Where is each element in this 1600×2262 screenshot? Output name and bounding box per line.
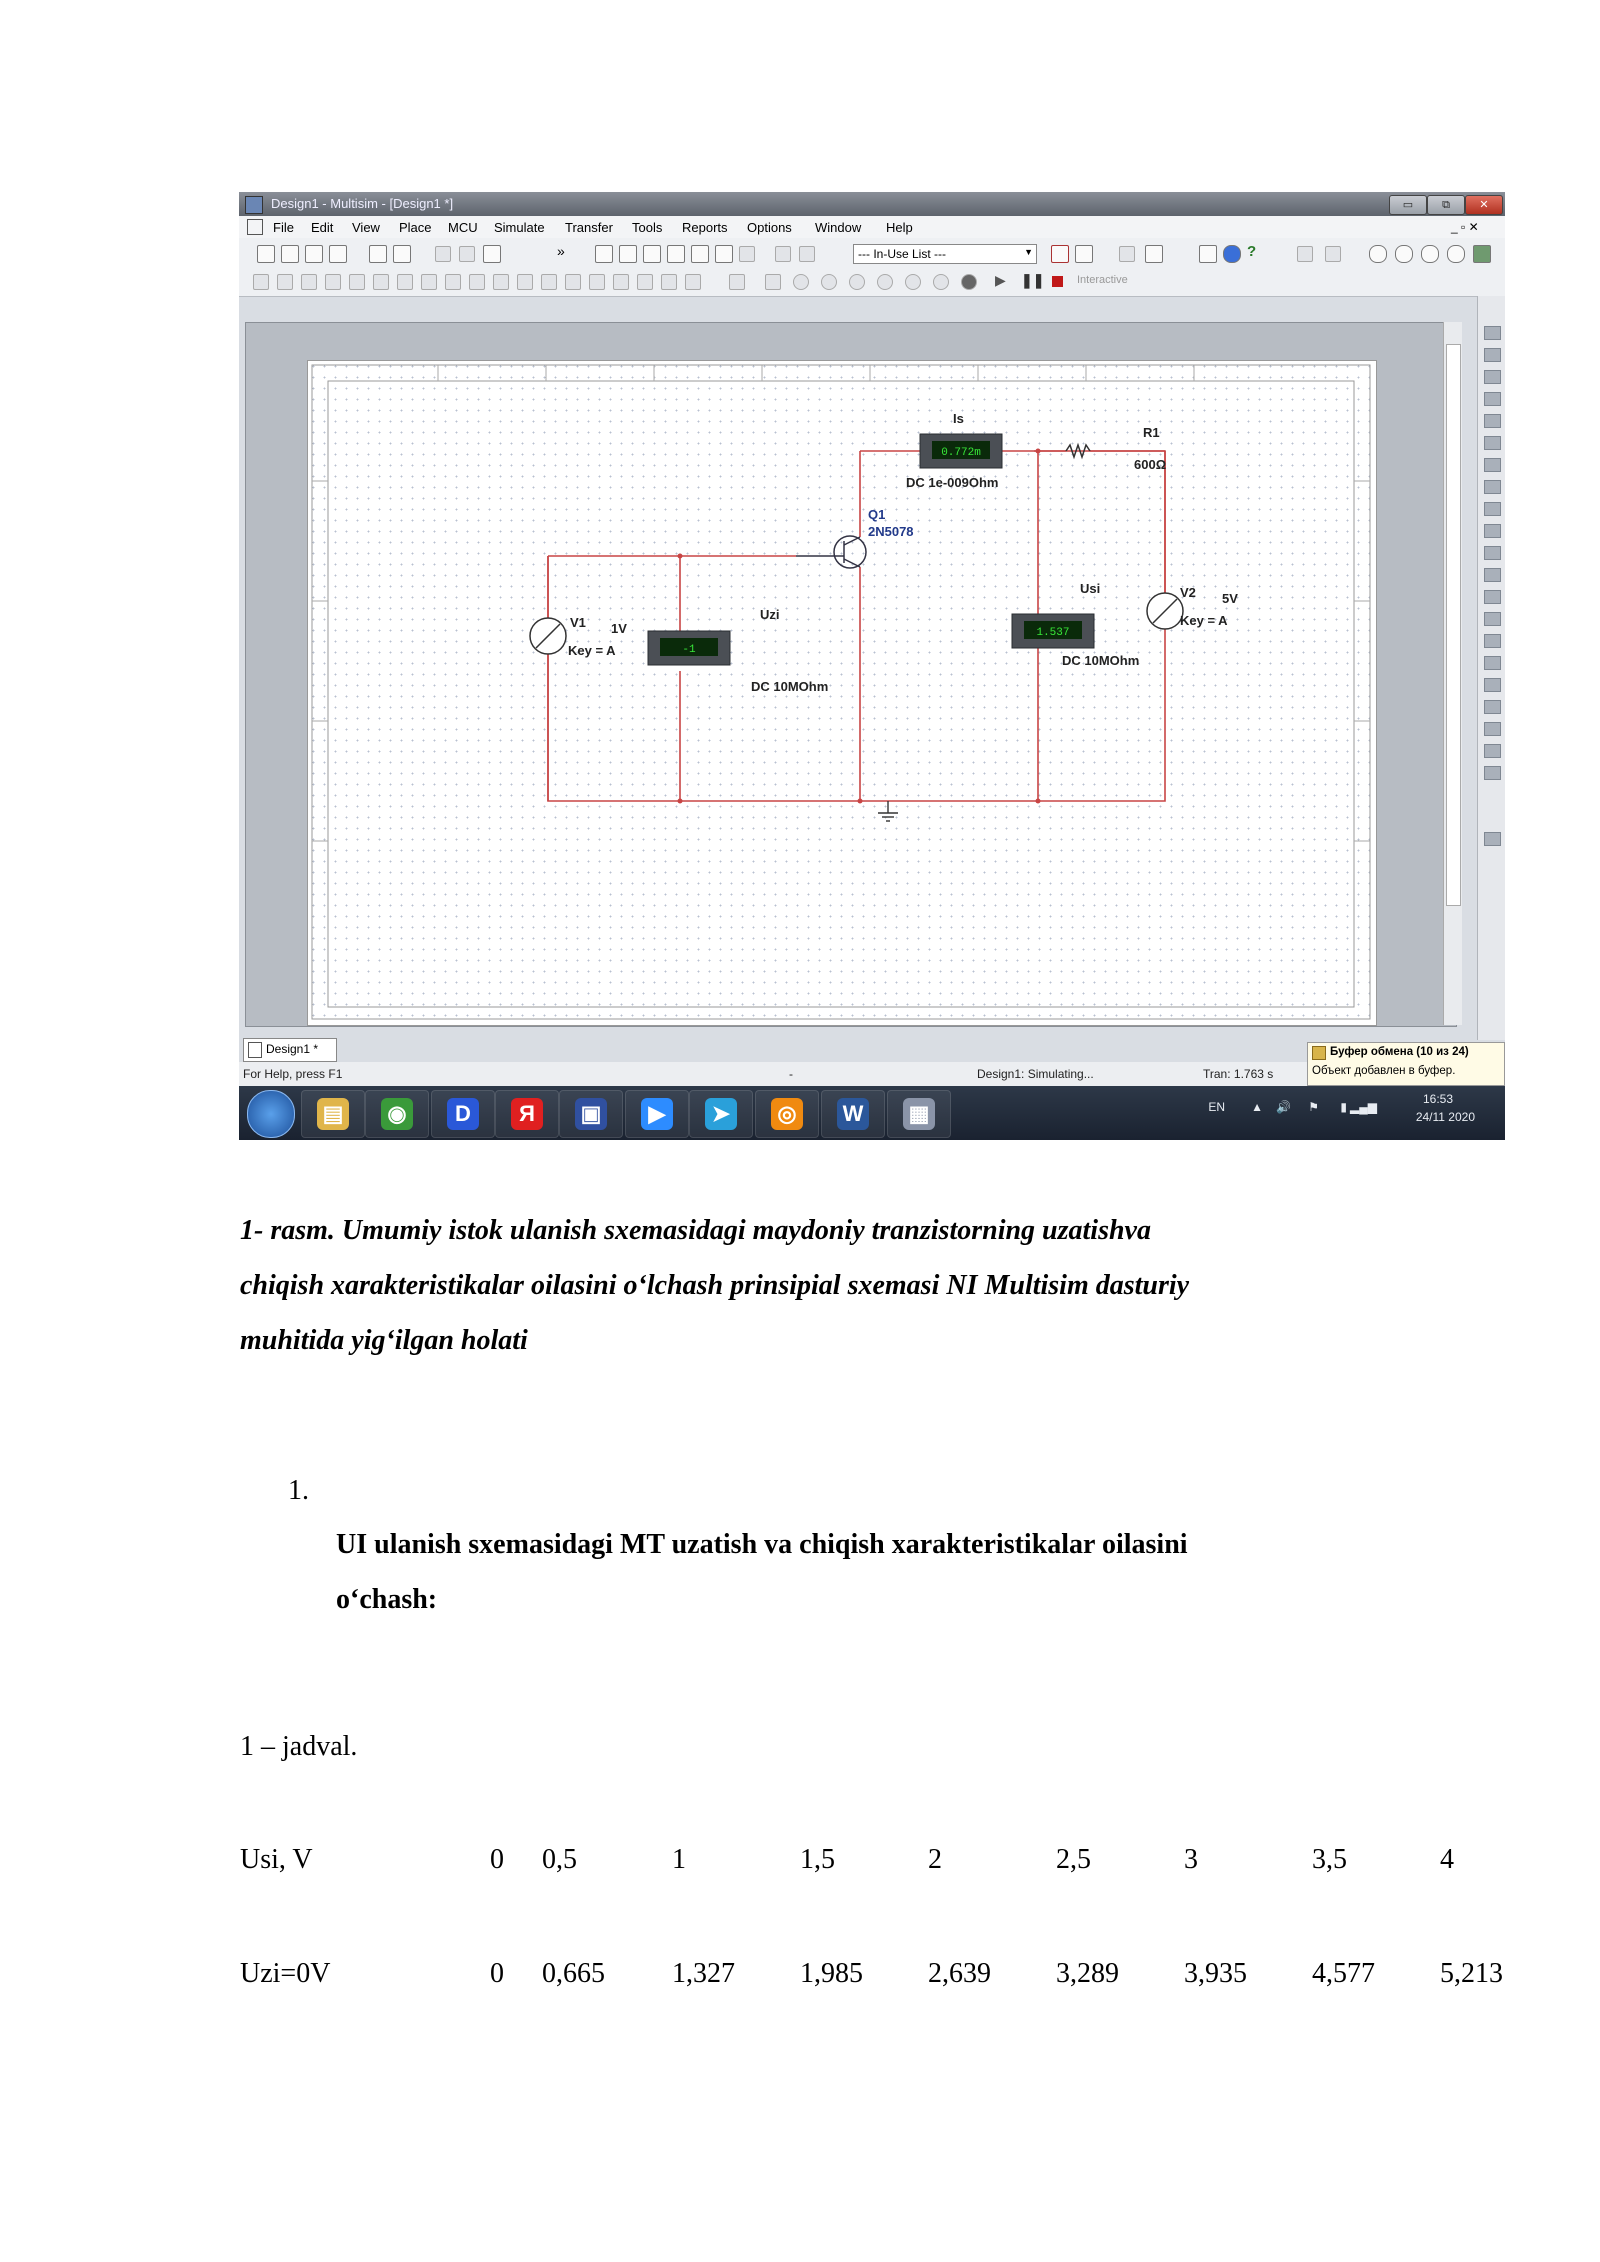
status-separator: - <box>789 1067 793 1081</box>
ttl-icon[interactable] <box>373 274 389 290</box>
open-icon[interactable] <box>281 245 299 263</box>
clipboard-icon <box>1312 1046 1326 1060</box>
power-probe-icon[interactable] <box>849 274 865 290</box>
new-icon[interactable] <box>257 245 275 263</box>
component-icon[interactable] <box>667 245 685 263</box>
forward-annotate-icon[interactable] <box>799 246 815 262</box>
find-icon[interactable] <box>1199 245 1217 263</box>
instruments-toolbar <box>1477 296 1505 1040</box>
tree-icon[interactable] <box>739 246 755 262</box>
rf-icon[interactable] <box>541 274 557 290</box>
table-cell: 1,985 <box>800 1958 863 1989</box>
document-icon <box>248 1042 262 1058</box>
minimize-button[interactable]: ▭ <box>1389 195 1427 215</box>
figure-caption-line-1: 1- rasm. Umumiy istok ulanish sxemasidagi maydoniy tranzistorning uzatishva <box>240 1215 1151 1246</box>
zoom-icon: ▶ <box>641 1098 673 1130</box>
document-icon <box>247 219 263 235</box>
d-app-icon: D <box>447 1098 479 1130</box>
taskbar-yandex[interactable] <box>495 1090 559 1138</box>
print-preview-icon[interactable] <box>393 245 411 263</box>
menu-tools[interactable]: Tools <box>632 220 663 235</box>
help-hint: For Help, press F1 <box>243 1067 343 1081</box>
spreadsheet-icon[interactable] <box>619 245 637 263</box>
menu-reports[interactable]: Reports <box>682 220 728 235</box>
voltage-probe-icon[interactable] <box>793 274 809 290</box>
usi-mode: DC 10MOhm <box>1062 653 1140 668</box>
menu-view[interactable]: View <box>352 220 380 235</box>
four-channel-scope-icon[interactable] <box>1484 414 1501 428</box>
ni-icon[interactable] <box>589 274 605 290</box>
table-cell: 0 <box>490 1958 504 1989</box>
v2-value: 5V <box>1222 591 1238 606</box>
table-cell: 0,665 <box>542 1958 605 1989</box>
table-cell: 3 <box>1184 1844 1198 1875</box>
tab-label: Design1 * <box>266 1042 319 1056</box>
grid-icon[interactable] <box>1325 246 1341 262</box>
taskbar-chrome[interactable] <box>365 1090 429 1138</box>
export-icon[interactable] <box>1145 245 1163 263</box>
copy-icon[interactable] <box>459 246 475 262</box>
instruments-icon[interactable] <box>1075 245 1093 263</box>
mcu-icon[interactable] <box>637 274 653 290</box>
chevron-down-icon: ▼ <box>1024 247 1033 257</box>
basic-icon[interactable] <box>277 274 293 290</box>
advanced-periph-icon[interactable] <box>517 274 533 290</box>
usi-label: Usi <box>1080 581 1101 596</box>
grapher-icon[interactable] <box>691 245 709 263</box>
agilent-generator-icon[interactable] <box>1484 634 1501 648</box>
table-cell: 3,289 <box>1056 1958 1119 1989</box>
agilent-multimeter-icon[interactable] <box>1484 656 1501 670</box>
table-cell: 1,327 <box>672 1958 735 1989</box>
measurement-probe-icon[interactable] <box>1484 832 1501 846</box>
clock-date[interactable]: 24/11 2020 <box>1415 1110 1475 1124</box>
probe-icon[interactable] <box>1119 246 1135 262</box>
misc-icon[interactable] <box>493 274 509 290</box>
taskbar-multisim[interactable] <box>887 1090 951 1138</box>
stop-icon[interactable] <box>1052 276 1063 287</box>
schematic-sheet[interactable] <box>307 360 1377 1026</box>
word-generator-icon[interactable] <box>1484 480 1501 494</box>
table-cell: 2,5 <box>1056 1844 1091 1875</box>
q1-part: 2N5078 <box>868 524 914 539</box>
table-cell: 3,935 <box>1184 1958 1247 1989</box>
vertical-scrollbar[interactable] <box>1443 322 1462 1025</box>
layout-icon[interactable] <box>1297 246 1313 262</box>
taskbar-telegram[interactable] <box>689 1090 753 1138</box>
postprocessor-icon[interactable] <box>715 245 733 263</box>
orange-app-icon: ◎ <box>771 1098 803 1130</box>
multisim-app-icon <box>245 196 263 214</box>
maximize-button[interactable]: ⧉ <box>1427 195 1465 215</box>
open-sample-icon[interactable] <box>305 245 323 263</box>
uzi-label: Uzi <box>760 607 780 622</box>
taskbar-zoom[interactable] <box>625 1090 689 1138</box>
r1-label: R1 <box>1143 425 1160 440</box>
table-cell: 2,639 <box>928 1958 991 1989</box>
uzi-mode: DC 10MOhm <box>751 679 829 694</box>
table-title: 1 – jadval. <box>240 1731 358 1762</box>
in-use-list-select[interactable]: --- In-Use List --- ▼ <box>853 244 1037 264</box>
telegram-icon: ➤ <box>705 1098 737 1130</box>
wire-icon[interactable] <box>765 274 781 290</box>
function-generator-icon[interactable] <box>1484 348 1501 362</box>
interactive-label: Interactive <box>1077 274 1128 286</box>
start-button[interactable] <box>247 1090 295 1138</box>
uzi-reading: -1 <box>682 644 696 656</box>
usi-reading: 1.537 <box>1036 627 1070 639</box>
flag-icon[interactable]: ⚑ <box>1308 1100 1319 1114</box>
main-toolbar <box>239 238 1505 269</box>
cut-icon[interactable] <box>435 246 451 262</box>
diff-probe-icon[interactable] <box>877 274 893 290</box>
floppy-icon: ▣ <box>575 1098 607 1130</box>
figure-caption-line-2: chiqish xarakteristikalar oilasini o‘lchash prinsipial sxemasi NI Multisim dasturiy <box>240 1270 1190 1301</box>
spectrum-analyzer-icon[interactable] <box>1484 590 1501 604</box>
v1-label: V1 <box>570 615 586 630</box>
taskbar-orange-app[interactable] <box>755 1090 819 1138</box>
zoom-fit-icon[interactable] <box>1447 245 1465 263</box>
yandex-icon: Я <box>511 1098 543 1130</box>
logic-converter-icon[interactable] <box>1484 524 1501 538</box>
database-icon[interactable] <box>643 245 661 263</box>
scrollbar-thumb[interactable] <box>1446 344 1461 906</box>
window-title: Design1 - Multisim - [Design1 *] <box>271 196 454 211</box>
pause-icon[interactable]: ❚❚ <box>1021 272 1045 288</box>
multisim-screenshot <box>239 192 1505 1140</box>
table-cell: 5,213 <box>1440 1958 1503 1989</box>
taskbar-d-app[interactable] <box>431 1090 495 1138</box>
electromech-icon[interactable] <box>565 274 581 290</box>
figure-caption-line-3: muhitida yig‘ilgan holati <box>240 1325 528 1356</box>
paste-icon[interactable] <box>483 245 501 263</box>
analog-icon[interactable] <box>349 274 365 290</box>
taskbar-word[interactable] <box>821 1090 885 1138</box>
table-cell: 2 <box>928 1844 942 1875</box>
v1-key: Key = A <box>568 643 616 658</box>
multisim-icon: ▦ <box>903 1098 935 1130</box>
table-cell: 4,577 <box>1312 1958 1375 1989</box>
title-bar <box>239 192 1505 216</box>
zoom-in-icon[interactable] <box>1369 245 1387 263</box>
zoom-area-icon[interactable] <box>1421 245 1439 263</box>
mixed-icon[interactable] <box>421 274 437 290</box>
table-cell: 3,5 <box>1312 1844 1347 1875</box>
back-annotate-icon[interactable] <box>775 246 791 262</box>
clipboard-title: Буфер обмена (10 из 24) <box>1330 1046 1469 1058</box>
transistor-icon[interactable] <box>325 274 341 290</box>
iv-analyzer-icon[interactable] <box>1484 546 1501 560</box>
electrical-rules-icon[interactable] <box>1051 245 1069 263</box>
section-heading-line-2: o‘chash: <box>336 1584 438 1615</box>
bode-plotter-icon[interactable] <box>1484 436 1501 450</box>
v1-value: 1V <box>611 621 627 636</box>
language-indicator[interactable]: EN <box>1208 1100 1225 1114</box>
is-label: Is <box>953 411 964 426</box>
multimeter-icon[interactable] <box>1484 326 1501 340</box>
chevron-up-icon[interactable]: ▲ <box>1251 1100 1263 1114</box>
source-icon[interactable] <box>253 274 269 290</box>
v2-key: Key = A <box>1180 613 1228 628</box>
oscilloscope-icon[interactable] <box>1484 392 1501 406</box>
print-icon[interactable] <box>369 245 387 263</box>
table-row-label: Usi, V <box>240 1844 313 1875</box>
save-icon[interactable] <box>329 245 347 263</box>
help-icon[interactable]: ? <box>1247 243 1257 260</box>
fullscreen-icon[interactable] <box>1473 245 1491 263</box>
menu-bar <box>239 216 1505 238</box>
transient-time: Tran: 1.763 s <box>1203 1067 1274 1081</box>
battery-icon[interactable]: ▮ <box>1340 1100 1347 1114</box>
menu-options[interactable]: Options <box>747 220 792 235</box>
ref-probe-icon[interactable] <box>905 274 921 290</box>
mdi-controls[interactable]: _ ▫ ✕ <box>1451 220 1479 234</box>
table-cell: 0 <box>490 1844 504 1875</box>
menu-window[interactable]: Window <box>815 220 862 235</box>
q1-label: Q1 <box>868 507 886 522</box>
probe-settings-icon[interactable] <box>961 274 977 290</box>
current-probe-icon[interactable] <box>821 274 837 290</box>
menu-mcu[interactable]: MCU <box>448 220 478 235</box>
hierarchical-icon[interactable] <box>661 274 677 290</box>
probe-component-icon[interactable] <box>729 274 745 290</box>
digital-probe-icon[interactable] <box>933 274 949 290</box>
is-mode: DC 1e-009Ohm <box>906 475 999 490</box>
section-heading-line-1: UI ulanish sxemasidagi MT uzatish va chiqish xarakteristikalar oilasini <box>336 1529 1188 1560</box>
taskbar-floppy[interactable] <box>559 1090 623 1138</box>
tool-icon[interactable] <box>595 245 613 263</box>
labview-icon[interactable] <box>1484 722 1501 736</box>
diode-icon[interactable] <box>301 274 317 290</box>
frequency-counter-icon[interactable] <box>1484 458 1501 472</box>
cmos-icon[interactable] <box>397 274 413 290</box>
table-cell: 0,5 <box>542 1844 577 1875</box>
clipboard-text: Объект добавлен в буфер. <box>1312 1065 1456 1077</box>
clipboard-notification[interactable] <box>1307 1042 1505 1086</box>
clock-time[interactable]: 16:53 <box>1422 1092 1453 1106</box>
tab-design1[interactable] <box>243 1038 337 1062</box>
power-icon[interactable] <box>469 274 485 290</box>
simulation-status: Design1: Simulating... <box>977 1067 1094 1081</box>
v2-label: V2 <box>1180 585 1196 600</box>
menu-edit[interactable]: Edit <box>311 220 334 235</box>
globe-icon[interactable] <box>1223 245 1241 263</box>
menu-file[interactable]: File <box>273 220 294 235</box>
chrome-icon: ◉ <box>381 1098 413 1130</box>
network-analyzer-icon[interactable] <box>1484 612 1501 626</box>
menu-transfer[interactable]: Transfer <box>565 220 613 235</box>
is-reading: 0.772m <box>941 447 981 459</box>
tektronix-scope-icon[interactable] <box>1484 700 1501 714</box>
wattmeter-icon[interactable] <box>1484 370 1501 384</box>
logic-analyzer-icon[interactable] <box>1484 502 1501 516</box>
list-number: 1. <box>288 1475 309 1506</box>
menu-simulate[interactable]: Simulate <box>494 220 545 235</box>
run-icon[interactable]: ▶ <box>995 272 1006 288</box>
table-row-label: Uzi=0V <box>240 1958 331 1989</box>
taskbar-explorer[interactable] <box>301 1090 365 1138</box>
volume-icon[interactable]: 🔊 <box>1276 1100 1291 1114</box>
agilent-scope-icon[interactable] <box>1484 678 1501 692</box>
signal-icon[interactable]: ▂▄▆ <box>1350 1100 1377 1114</box>
menu-help[interactable]: Help <box>886 220 913 235</box>
connector-icon[interactable] <box>613 274 629 290</box>
bus-icon[interactable] <box>685 274 701 290</box>
explorer-icon: ▤ <box>317 1098 349 1130</box>
word-icon: W <box>837 1098 869 1130</box>
close-button[interactable]: ✕ <box>1465 195 1503 215</box>
windows-taskbar <box>239 1086 1505 1140</box>
table-cell: 1,5 <box>800 1844 835 1875</box>
table-cell: 4 <box>1440 1844 1454 1875</box>
more-tools[interactable]: » <box>557 243 565 259</box>
current-clamp-icon[interactable] <box>1484 766 1501 780</box>
distortion-analyzer-icon[interactable] <box>1484 568 1501 582</box>
ni-elvis-icon[interactable] <box>1484 744 1501 758</box>
menu-place[interactable]: Place <box>399 220 432 235</box>
components-toolbar <box>239 268 1505 297</box>
indicator-icon[interactable] <box>445 274 461 290</box>
zoom-out-icon[interactable] <box>1395 245 1413 263</box>
table-cell: 1 <box>672 1844 686 1875</box>
r1-value: 600Ω <box>1134 457 1167 472</box>
